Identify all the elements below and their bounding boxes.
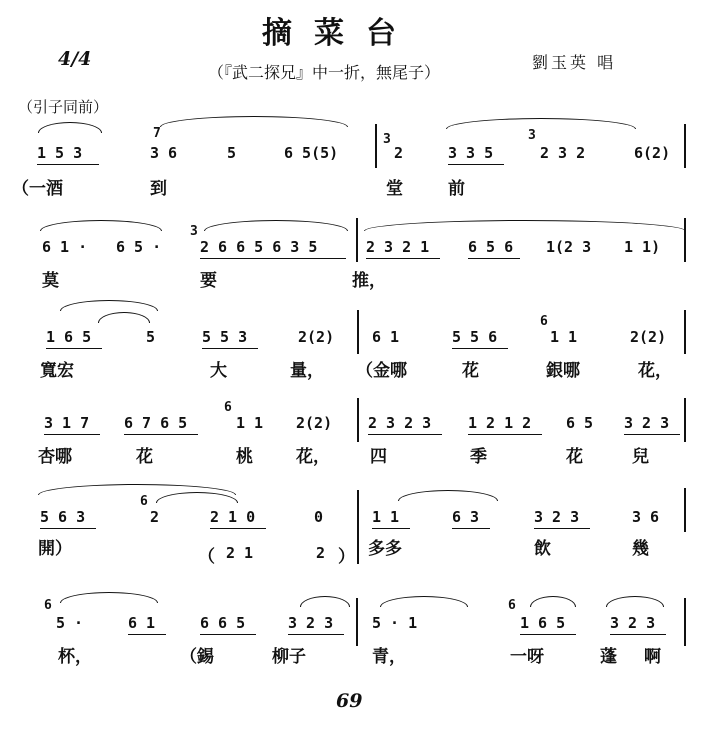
- slur: [60, 300, 158, 311]
- lyric: 莫: [42, 271, 59, 291]
- beam: [372, 528, 410, 529]
- slur: [204, 220, 348, 231]
- lyric: 花，: [638, 361, 672, 381]
- note-group: 6 1 ·: [42, 238, 88, 256]
- slur: [300, 596, 350, 607]
- lyric: 量，: [290, 361, 324, 381]
- subtitle: （『武二探兄』中一折，無尾子）: [208, 63, 441, 82]
- lyric: 柳子: [272, 647, 306, 667]
- beam: [202, 348, 258, 349]
- beam: [452, 528, 490, 529]
- lyric: 啊: [644, 647, 661, 667]
- note-group: 2 3 2 3: [368, 414, 432, 432]
- note-group: 3 6: [150, 144, 178, 162]
- slur: [398, 490, 498, 501]
- slur: [40, 220, 162, 231]
- note-group: 3 1 7: [44, 414, 90, 432]
- bar-line: [684, 124, 686, 168]
- beam: [610, 634, 666, 635]
- note-group: 3 2 3: [534, 508, 580, 526]
- beam: [624, 434, 680, 435]
- note-group: 1 1: [550, 328, 578, 346]
- beam: [124, 434, 198, 435]
- note-group: 1 1: [236, 414, 264, 432]
- note-group: 1 5 3: [37, 144, 83, 162]
- beam: [288, 634, 344, 635]
- bar-line: [356, 598, 358, 646]
- lyric: 兒: [632, 447, 649, 467]
- intro-note: （引子同前）: [18, 98, 109, 116]
- bar-line: [357, 490, 359, 564]
- bar-line: [684, 310, 686, 354]
- note-group: 2 1 0: [210, 508, 256, 526]
- beam: [468, 434, 542, 435]
- note-group: 3 2 3: [624, 414, 670, 432]
- note-group: 1 1): [624, 238, 661, 256]
- note-group: 6(2): [634, 144, 671, 162]
- lyric: ）: [338, 547, 355, 567]
- note-group: 1 6 5: [520, 614, 566, 632]
- slur: [606, 596, 664, 607]
- slur: [38, 122, 102, 133]
- note-group: 5 6 3: [40, 508, 86, 526]
- lyric: （金哪: [356, 361, 407, 381]
- time-signature: 4/4: [58, 48, 92, 70]
- lyric: 推，: [352, 271, 386, 291]
- beam: [452, 348, 508, 349]
- slur: [530, 596, 576, 607]
- bar-line: [357, 398, 359, 442]
- note-group: 5 5 6: [452, 328, 498, 346]
- lyric: 青，: [372, 647, 406, 667]
- lyric: （錫: [180, 647, 214, 667]
- note-group: 1 2 1 2: [468, 414, 532, 432]
- beam: [210, 528, 266, 529]
- note-group: 6 6 5: [200, 614, 246, 632]
- note-group: 3 6: [632, 508, 660, 526]
- note-group: 6 3: [452, 508, 480, 526]
- note-group: 6 5 6: [468, 238, 514, 256]
- note-group: 2 6 6 5 6 3 5: [200, 238, 318, 256]
- lyric: 花: [462, 361, 479, 381]
- note-group: 5 5 3: [202, 328, 248, 346]
- note-group: 2 3 2: [540, 144, 586, 162]
- lyric: 寬宏: [40, 361, 74, 381]
- bar-line: [684, 488, 686, 532]
- note-group: 6 7 6 5: [124, 414, 188, 432]
- lyric: 花，: [296, 447, 330, 467]
- lyric: 四: [370, 447, 387, 467]
- lyric: 開）: [38, 539, 72, 559]
- slur: [380, 596, 468, 607]
- note-group: 6 1: [372, 328, 400, 346]
- beam: [366, 258, 440, 259]
- beam: [448, 164, 504, 165]
- lyric: （: [198, 547, 215, 567]
- note-group: 3 2 3: [288, 614, 334, 632]
- note-group: 5 ·: [56, 614, 84, 632]
- lyric: 花: [136, 447, 153, 467]
- note-group: 6 5 ·: [116, 238, 162, 256]
- beam: [534, 528, 590, 529]
- beam: [37, 164, 99, 165]
- lyric: 到: [150, 179, 167, 199]
- beam: [200, 634, 256, 635]
- note-group: 2 1: [226, 544, 254, 562]
- performer-credit: 劉玉英 唱: [532, 53, 617, 72]
- beam: [200, 258, 346, 259]
- slur: [98, 312, 150, 323]
- bar-line: [375, 124, 377, 168]
- note-group: 2: [394, 144, 404, 162]
- beam: [520, 634, 576, 635]
- beam: [40, 528, 96, 529]
- lyric: 一呀: [510, 647, 544, 667]
- note-group: 2 3 2 1: [366, 238, 430, 256]
- lyric: 桃: [236, 447, 253, 467]
- lyric: 多多: [368, 539, 402, 559]
- beam: [368, 434, 442, 435]
- note-group: 3 2 3: [610, 614, 656, 632]
- beam: [44, 434, 100, 435]
- lyric: 前: [448, 179, 465, 199]
- note-group: 3 3 5: [448, 144, 494, 162]
- lyric: 蓬: [600, 647, 617, 667]
- slur: [60, 592, 158, 603]
- page-title: 摘菜台: [262, 16, 418, 51]
- lyric: 花: [566, 447, 583, 467]
- beam: [128, 634, 166, 635]
- beam: [468, 258, 520, 259]
- beam: [46, 348, 102, 349]
- note-group: 2(2): [298, 328, 335, 346]
- lyric: 堂: [386, 179, 403, 199]
- lyric: （一酒: [12, 179, 63, 199]
- bar-line: [357, 310, 359, 354]
- note-group: 5: [227, 144, 237, 162]
- note-group: 6 1: [128, 614, 156, 632]
- note-group: 2(2): [630, 328, 667, 346]
- slur: [364, 220, 686, 231]
- lyric: 幾: [632, 539, 649, 559]
- lyric: 季: [470, 447, 487, 467]
- lyric: 杯，: [58, 647, 92, 667]
- note-group: 2: [150, 508, 160, 526]
- note-group: 1(2 3: [546, 238, 592, 256]
- slur: [160, 116, 348, 127]
- page-number: 69: [336, 690, 363, 712]
- note-group: 5 · 1: [372, 614, 418, 632]
- note-group: 0: [314, 508, 324, 526]
- slur: [446, 118, 636, 129]
- note-group: 6 5(5): [284, 144, 339, 162]
- lyric: 銀哪: [546, 361, 580, 381]
- lyric: 杏哪: [38, 447, 72, 467]
- bar-line: [684, 218, 686, 262]
- bar-line: [684, 598, 686, 646]
- note-group: 2: [316, 544, 326, 562]
- note-group: 2(2): [296, 414, 333, 432]
- lyric: 大: [210, 361, 227, 381]
- note-group: 1 1: [372, 508, 400, 526]
- note-group: 5: [146, 328, 156, 346]
- lyric: 飲: [534, 539, 551, 559]
- bar-line: [356, 218, 358, 262]
- lyric: 要: [200, 271, 217, 291]
- note-group: 1 6 5: [46, 328, 92, 346]
- bar-line: [684, 398, 686, 442]
- note-group: 6 5: [566, 414, 594, 432]
